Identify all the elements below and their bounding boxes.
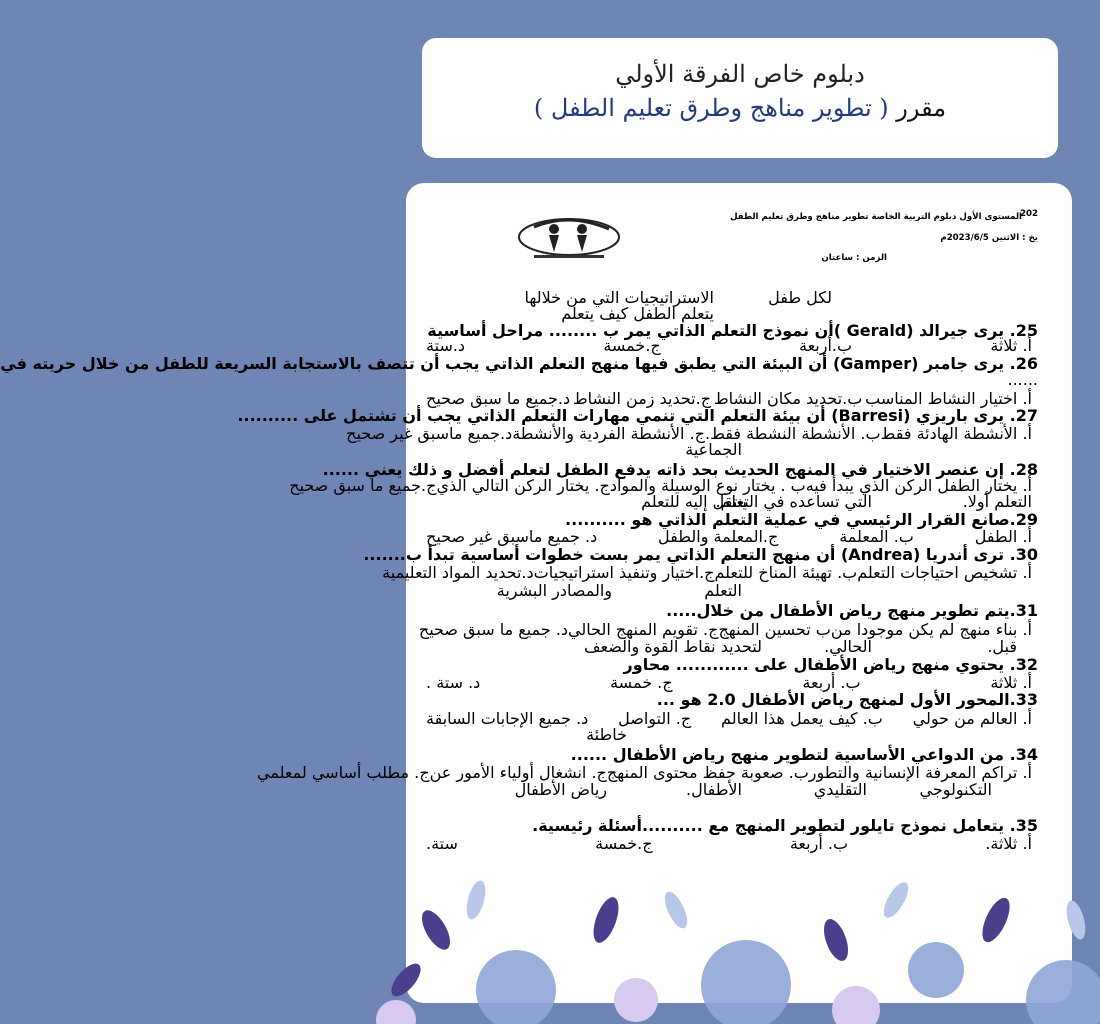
option-cont: رياض الأطفال xyxy=(514,780,607,799)
doc-time: الزمن : ساعتان xyxy=(821,253,887,263)
options-35 xyxy=(426,834,1032,853)
doc-meta-line: المستوى الأول دبلوم التربية الخاصة تطوير مناهج وطرق تعليم الطفل xyxy=(730,212,1022,222)
option-cont: التكنولوجي xyxy=(919,780,992,799)
option: ب تحسين المنهج xyxy=(718,620,831,639)
question-29: 29.صانع القرار الرئيسي في عملية التعلم الذاتي هو .......... xyxy=(565,510,1038,529)
options-25 xyxy=(426,336,1032,355)
question-30: 30. ترى أندريا (Andrea) أن منهج التعلم الذاتي يمر بست خطوات أساسية تبدأ ب....... xyxy=(363,545,1038,564)
option: أ. ثلاثة. xyxy=(985,834,1032,853)
option: أ. تراكم المعرفة الإنسانية والتطور xyxy=(808,763,1032,782)
option: ج.خمسة xyxy=(603,336,661,355)
option: ج. التواصل xyxy=(618,709,692,728)
option: ب.تحديد مكان النشاط xyxy=(713,389,863,408)
options-30 xyxy=(382,563,1032,582)
option: أ. ثلاثة xyxy=(990,336,1032,355)
option: ج. خمسة xyxy=(610,673,673,692)
option: ستة. xyxy=(426,834,458,853)
option: ج. تقويم المنهج الحالي xyxy=(568,620,719,639)
option-cont: التعلم xyxy=(704,581,742,600)
option: ج.المعلمة والطفل xyxy=(658,527,779,546)
question-32: 32. يحتوي منهج رياض الأطفال على ............ محاور xyxy=(623,655,1038,674)
option: أ. بناء منهج لم يكن موجودا من xyxy=(830,620,1032,639)
option-cont: التقليدي xyxy=(813,780,867,799)
question-28: 28. إن عنصر الاختيار في المنهج الحديث بحد ذاته يدفع الطفل لتعلم أفضل و ذلك يعني ...... xyxy=(322,460,1038,479)
flower-decoration xyxy=(376,860,1100,1024)
doc-year: 202 xyxy=(1020,209,1038,219)
pre-text-a: لكل طفل xyxy=(768,288,832,307)
question-33: 33.المحور الأول لمنهج رياض الأطفال 2.0 هو ... xyxy=(656,690,1038,709)
doc-date: يخ : الاثنين 2023/6/5م xyxy=(940,233,1038,243)
option: د.جميع ماسبق غير صحيح xyxy=(346,424,513,443)
option: د.تحديد المواد التعليمية xyxy=(382,563,534,582)
option: د.جميع ما سبق صحيح xyxy=(426,389,571,408)
option: أ. الأنشطة الهادئة فقط xyxy=(880,424,1032,443)
option-cont: الأطفال. xyxy=(686,780,742,799)
option: ب. أربعة xyxy=(802,673,861,692)
question-26: 26. يرى جامبر (Gamper) أن البيئة التي يطبق فيها منهج التعلم الذاتي يجب أن تتصف بالاستجابة السريعة للطفل من خلال حريته في xyxy=(0,354,1038,373)
option-cont: والمصادر البشرية xyxy=(496,581,612,600)
option: ج. انشغال أولياء الأمور عن xyxy=(429,763,607,782)
option: ب. صعوبة حفظ محتوى المنهج xyxy=(606,763,809,782)
option: ب. الأنشطة النشطة فقط. xyxy=(705,424,881,443)
option-cont: الحالي. xyxy=(824,637,872,656)
option-cont: التي تساعده في التعلم. xyxy=(715,492,872,511)
option: أ. ثلاثة xyxy=(990,673,1032,692)
option: ب. المعلمة xyxy=(839,527,914,546)
question-35: 35. يتعامل نموذج تايلور لتطوير المنهج مع ..........أسئلة رئيسية. xyxy=(532,816,1038,835)
option: د.ستة xyxy=(426,336,466,355)
option: ج.خمسة xyxy=(595,834,653,853)
header-card xyxy=(422,38,1058,158)
option: د. جميع ماسبق غير صحيح xyxy=(426,527,598,546)
option-cont: قبل. xyxy=(987,637,1017,656)
option-cont: لتحديد نقاط القوة والضعف xyxy=(583,637,762,656)
option: أ. اختيار النشاط المناسب xyxy=(865,389,1032,408)
option: ج. الأنشطة الفردية والأنشطة xyxy=(512,424,705,443)
option: ج. مطلب أساسي لمعلمي xyxy=(257,763,430,782)
option: د. جميع الإجابات السابقة xyxy=(426,709,589,728)
option-cont: ينتقل إليه للتعلم xyxy=(641,492,747,511)
option: ب. تهيئة المناخ للتعلم xyxy=(714,563,858,582)
header-subtitle xyxy=(422,94,1058,122)
option: د. ستة . xyxy=(426,673,481,692)
option: ج. يختار الركن التالي الذي xyxy=(436,476,610,495)
option: ب.أربعة xyxy=(799,336,853,355)
option: ب . يختار نوع الوسيلة والمواد xyxy=(609,476,806,495)
option: أ. العالم من حولي xyxy=(912,709,1032,728)
option-cont: التعلم أولا. xyxy=(962,492,1032,511)
option: ب. كيف يعمل هذا العالم xyxy=(721,709,883,728)
option: ج.تحديد زمن النشاط xyxy=(572,389,712,408)
question-31: 31.يتم تطوير منهج رياض الأطفال من خلال..... xyxy=(666,601,1038,620)
header-subtitle-text: ( تطوير مناهج وطرق تعليم الطفل ) xyxy=(533,94,889,122)
question-27: 27. يرى باريزي (Barresi) أن بيئة التعلم التي تنمي مهارات التعلم الذاتي يجب أن تشتمل على .......... xyxy=(237,406,1038,425)
pre-text-b: الاستراتيجيات التي من خلالها xyxy=(524,288,714,307)
question-26-cont: ...... xyxy=(1007,370,1038,389)
option: ج.اختيار وتنفيذ استراتيجيات xyxy=(533,563,715,582)
option-cont: الجماعية xyxy=(685,440,742,459)
option: ب. أربعة xyxy=(789,834,848,853)
option: د. جميع ما سبق صحيح xyxy=(418,620,569,639)
option: أ. يختار الطفل الركن الذي يبدأ فيه xyxy=(805,476,1032,495)
pre-text-c: يتعلم الطفل كيف يتعلم xyxy=(561,304,714,323)
question-25: 25. يرى جيرالد (Gerald )أن نموذج التعلم الذاتي يمر ب ........ مراحل أساسية xyxy=(427,321,1038,340)
header-title: دبلوم خاص الفرقة الأولي xyxy=(615,60,865,88)
option-cont: خاطئة xyxy=(586,725,627,744)
question-34: 34. من الدواعي الأساسية لتطوير منهج رياض الأطفال ...... xyxy=(570,745,1038,764)
option: أ. تشخيص احتياجات التعلم xyxy=(857,563,1032,582)
header-subtitle-prefix: مقرر xyxy=(896,94,947,122)
option: أ. الطفل xyxy=(974,527,1032,546)
options-29 xyxy=(426,527,1032,546)
option: ج.جميع ما سبق صحيح xyxy=(289,476,437,495)
